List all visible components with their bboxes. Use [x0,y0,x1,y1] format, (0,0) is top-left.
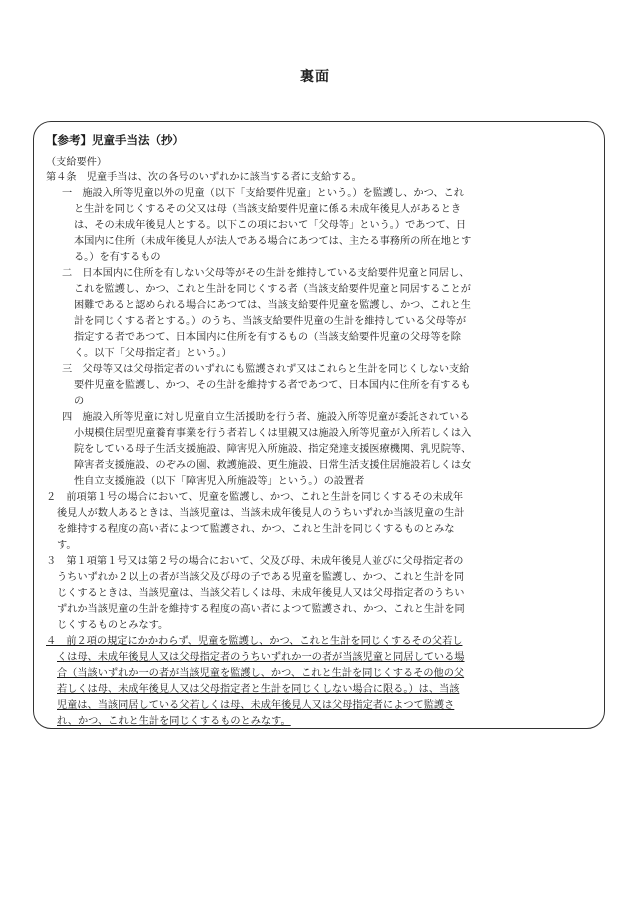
page-title: 裏面 [300,69,330,85]
paragraph-2-line: す。 [57,540,77,551]
item-2-line: これを監護し、かつ、これと生計を同じくする者（当該支給要件児童と同居することが [74,284,471,295]
paragraph-4-line: れ、かつ、これと生計を同じくするものとみなす。 [57,716,291,727]
paragraph-4-line: 児童は、当該同居している父若しくは母、未成年後見人又は父母指定者によつて監護さ [57,700,455,711]
paragraph-2-line: ２ 前項第１号の場合において、児童を監護し、かつ、これと生計を同じくするその未成年 [46,492,464,503]
item-1-line: 本国内に住所（未成年後見人が法人である場合にあつては、主たる事務所の所在地とす [74,236,472,247]
item-4-line: 性自立支援施設（以下「障害児入所施設等」という。）の設置者 [74,476,365,487]
paragraph-4-line: ４ 前２項の規定にかかわらず、児童を監護し、かつ、これと生計を同じくするその父若し [46,636,463,647]
paragraph-3-line: ３ 第１項第１号又は第２号の場合において、父及び母、未成年後見人並びに父母指定者の [46,556,464,567]
item-2-line: 二 日本国内に住所を有しない父母等がその生計を維持している支給要件児童と同居し、 [62,268,470,279]
paragraph-4-line: 若しくは母、未成年後見人又は父母指定者と生計を同じくしない場合に限る。）は、当該 [57,684,460,695]
paragraph-3-line: ずれか当該児童の生計を維持する程度の高い者によつて監護され、かつ、これと生計を同 [57,604,465,615]
item-3-line: の [74,396,85,407]
paragraph-2-line: を維持する程度の高い者によつて監護され、かつ、これと生計を同じくするものとみな [57,524,455,535]
paragraph-4-line: くは母、未成年後見人又は父母指定者のうちいずれか一の者が当該児童と同居している場 [57,652,465,663]
paragraph-3-line: じくするときは、当該児童は、当該父若しくは母、未成年後見人又は父母指定者のうちい [57,588,465,599]
item-4-line: 小規模住居型児童養育事業を行う者若しくは里親又は施設入所等児童が入所若しくは入 [74,428,472,439]
item-3-line: 三 父母等又は父母指定者のいずれにも監護されず又はこれらと生計を同じくしない支給 [62,364,470,375]
paragraph-3-line: じくするものとみなす。 [57,620,169,631]
article-line: 第４条 児童手当は、次の各号のいずれかに該当する者に支給する。 [46,172,362,183]
item-4-line: 院をしている母子生活支援施設、障害児入所施設、指定発達支援医療機関、乳児院等、 [74,444,472,455]
item-2-line: く。以下「父母指定者」という。） [74,348,232,359]
item-2-line: 指定する者であつて、日本国内に住所を有するもの（当該支給要件児童の父母等を除 [74,332,461,343]
section-label: （支給要件） [46,157,108,168]
item-1-line: 一 施設入所等児童以外の児童（以下「支給要件児童」という。）を監護し、かつ、これ [62,188,464,199]
item-3-line: 要件児童を監護し、かつ、その生計を維持する者であつて、日本国内に住所を有するも [74,380,471,391]
item-4-line: 障害者支援施設、のぞみの園、救護施設、更生施設、日常生活支援住居施設若しくは女 [74,460,472,471]
item-1-line: と生計を同じくするその父又は母（当該支給要件児童に係る未成年後見人があるとき [74,204,462,215]
paragraph-3-line: うちいずれか２以上の者が当該父及び母の子である児童を監護し、かつ、これと生計を同 [57,572,465,583]
paragraph-2-line: 後見人が数人あるときは、当該児童は、当該未成年後見人のうちいずれか当該児童の生計 [57,508,465,519]
item-1-line: る。）を有するもの [74,252,161,263]
item-1-line: は、その未成年後見人とする。以下この項において「父母等」という。）であつて、日 [74,220,467,231]
item-2-line: 困難であると認められる場合にあつては、当該支給要件児童を監護し、かつ、これと生 [74,300,471,311]
box-heading: 【参考】児童手当法（抄） [46,133,184,147]
paragraph-4-line: 合（当該いずれか一の者が当該児童を監護し、かつ、これと生計を同じくするその他の父 [57,668,465,679]
item-2-line: 計を同じくする者とする。）のうち、当該支給要件児童の生計を維持している父母等が [74,316,467,327]
item-4-line: 四 施設入所等児童に対し児童自立生活援助を行う者、施設入所等児童が委託されている [62,412,470,423]
